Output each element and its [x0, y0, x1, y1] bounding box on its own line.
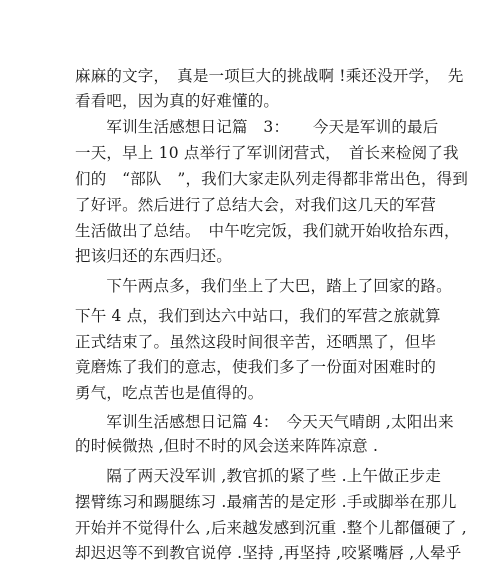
text-line: 隔了两天没军训 ,教官抓的紧了些 .上午做正步走 — [75, 467, 441, 485]
text-line: 麻麻的文字， 真是一项巨大的挑战啊 !乘还没开学， 先 — [75, 67, 464, 85]
text-line: 了好评。然后进行了总结大会，对我们这几天的军营 — [75, 196, 437, 214]
text-line: 军训生活感想日记篇 4： 今天天气晴朗 ,太阳出来 — [75, 413, 454, 431]
text-line: 下午两点多，我们坐上了大巴，踏上了回家的路。 — [75, 277, 452, 295]
text-line: 军训生活感想日记篇 3： 今天是军训的最后 — [75, 118, 439, 136]
text-line: 生活做出了总结。 中午吃完饭，我们就开始收拾东西， — [75, 222, 460, 240]
text-line: 正式结束了。虽然这段时间很辛苦，还晒黑了，但毕 — [75, 333, 437, 351]
text-line: 们的 “部队 ”，我们大家走队列走得都非常出色，得到 — [75, 170, 469, 188]
text-line: 的时候微热 ,但时不时的风会送来阵阵凉意 . — [75, 437, 379, 455]
text-line: 下午 4 点，我们到达六中站口，我们的军营之旅就算 — [75, 307, 441, 325]
text-line: 勇气，吃点苦也是值得的。 — [75, 384, 264, 402]
text-line: 一天，早上 10 点举行了军训闭营式， 首长来检阅了我 — [75, 144, 459, 162]
text-line: 看看吧，因为真的好难懂的。 — [75, 92, 280, 110]
text-line: 却迟迟等不到教官说停 .坚持 ,再坚持 ,咬紧嘴唇 ,人晕乎 — [75, 544, 462, 562]
text-line: 摆臂练习和踢腿练习 .最痛苦的是定形 .手或脚举在那儿 — [75, 493, 457, 511]
text-line: 竟磨炼了我们的意志，使我们多了一份面对困难时的 — [75, 358, 437, 376]
text-line: 把该归还的东西归还。 — [75, 247, 233, 265]
text-line: 开始并不觉得什么 ,后来越发感到沉重 .整个儿都僵硬了 , — [75, 519, 467, 537]
